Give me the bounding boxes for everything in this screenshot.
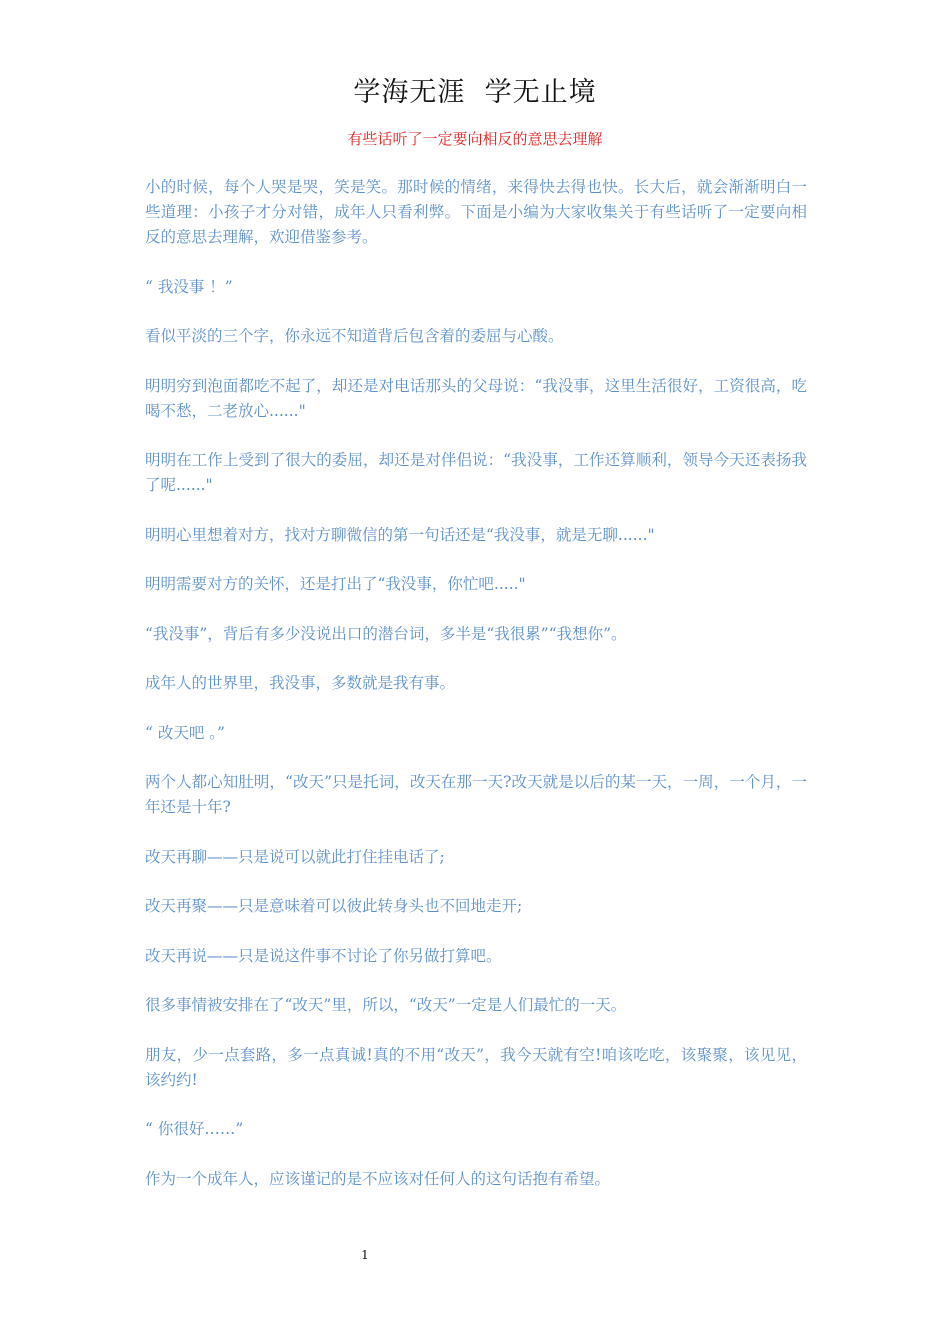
- paragraph: 改天再聚——只是意味着可以彼此转身头也不回地走开;: [145, 897, 523, 915]
- section-heading-wo-mei-shi: “ 我没事 ！”: [145, 277, 233, 296]
- paragraph: 朋友，少一点套路，多一点真诚!真的不用“改天”，我今天就有空!咱该吃吃，该聚聚，该见见，该约约!: [145, 1045, 807, 1089]
- article-title: 有些话听了一定要向相反的意思去理解: [347, 130, 603, 148]
- paragraph: 明明穷到泡面都吃不起了，却还是对电话那头的父母说：“我没事，这里生活很好，工资很高，吃喝不愁，二老放心......": [145, 376, 807, 420]
- paragraph: 改天再聊——只是说可以就此打住挂电话了;: [145, 847, 445, 866]
- paragraph: 成年人的世界里，我没事，多数就是我有事。: [145, 674, 456, 692]
- paragraph-intro: 小的时候，每个人哭是哭，笑是笑。那时候的情绪，来得快去得也快。长大后，就会渐渐明白一些道理：小孩子才分对错，成年人只看利弊。下面是小编为大家收集关于有些话听了一定要向相反的意思去理解，欢迎借鉴参考。: [145, 178, 807, 246]
- paragraph: 很多事情被安排在了“改天”里，所以，“改天”一定是人们最忙的一天。: [145, 996, 627, 1014]
- paragraph: 明明在工作上受到了很大的委屈，却还是对伴侣说：“我没事，工作还算顺利，领导今天还表扬我了呢......": [145, 451, 807, 494]
- paragraph: 明明心里想着对方，找对方聊微信的第一句话还是“我没事，就是无聊......": [145, 525, 655, 544]
- paragraph: 两个人都心知肚明，“改天”只是托词，改天在那一天?改天就是以后的某一天，一周，一个月，一年还是十年?: [145, 773, 807, 816]
- header-title: 学海无涯 学无止境: [353, 77, 597, 108]
- page-number: 1: [361, 1248, 369, 1262]
- article-body: [145, 175, 807, 1216]
- paragraph: 明明需要对方的关怀，还是打出了“我没事，你忙吧.....": [145, 575, 526, 593]
- paragraph: 看似平淡的三个字，你永远不知道背后包含着的委屈与心酸。: [145, 327, 564, 345]
- paragraph: 改天再说——只是说这件事不讨论了你另做打算吧。: [145, 946, 502, 965]
- section-heading-gai-tian-ba: “ 改天吧 。”: [145, 723, 225, 742]
- paragraph: “我没事”，背后有多少没说出口的潜台词，多半是“我很累”“我想你”。: [145, 624, 627, 643]
- section-heading-ni-hen-hao: “ 你很好……”: [145, 1120, 244, 1138]
- paragraph: 作为一个成年人，应该谨记的是不应该对任何人的这句话抱有希望。: [145, 1169, 611, 1188]
